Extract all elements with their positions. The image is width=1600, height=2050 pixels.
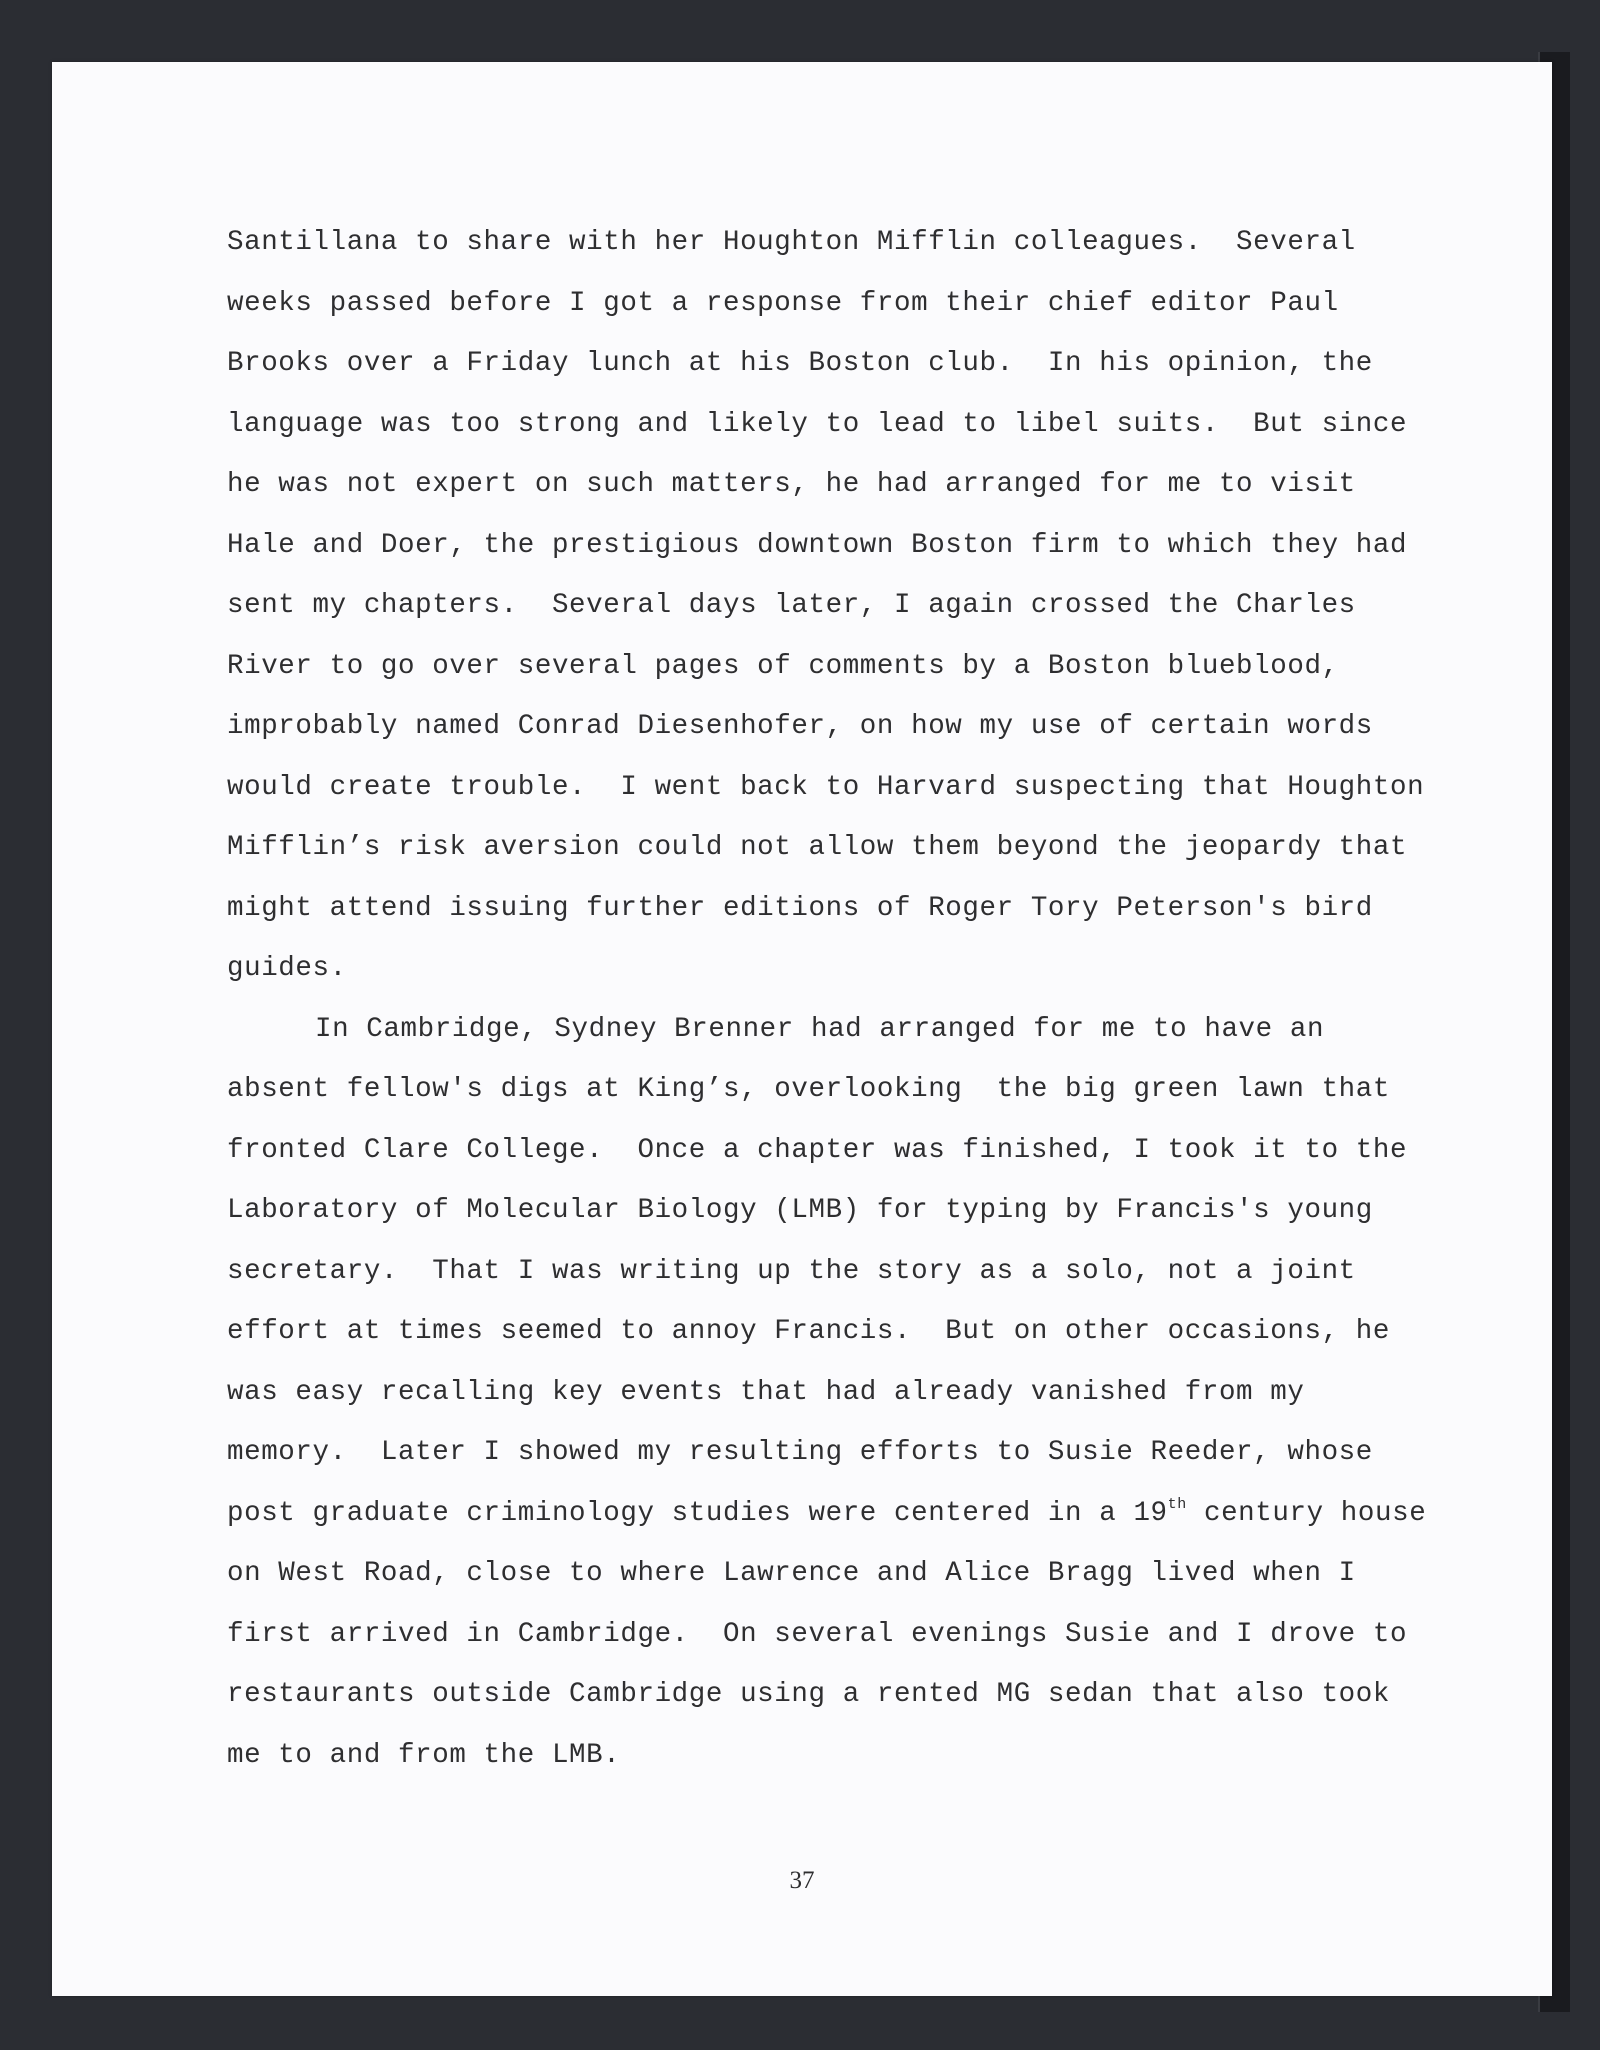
text-line: Mifflin’s risk aversion could not allow them beyond the jeopardy that: [227, 832, 1408, 863]
text-line: me to and from the LMB.: [227, 1739, 621, 1771]
text-line: fronted Clare College. Once a chapter was finished, I took it to the: [227, 1134, 1408, 1166]
text-line: might attend issuing further editions of Roger Tory Peterson's bird: [227, 892, 1373, 924]
text-line: absent fellow's digs at King’s, overlooking the big green lawn that: [227, 1074, 1390, 1105]
text-segment: post graduate criminology studies were centered in a 19: [227, 1497, 1168, 1529]
paragraph-start-line: In Cambridge, Sydney Brenner had arranged for me to have an: [315, 1013, 1325, 1045]
ordinal-superscript: th: [1167, 1495, 1187, 1513]
text-line: language was too strong and likely to lead to libel suits. But since: [227, 408, 1408, 440]
text-line: improbably named Conrad Diesenhofer, on how my use of certain words: [227, 711, 1373, 742]
page-number: 37: [789, 1867, 815, 1894]
text-line: guides.: [227, 953, 347, 984]
text-line: Santillana to share with her Houghton Mifflin colleagues. Several: [227, 227, 1356, 258]
text-line: weeks passed before I got a response from their chief editor Paul: [227, 287, 1339, 319]
text-line-with-superscript: [227, 1495, 1427, 1530]
text-line: effort at times seemed to annoy Francis. But on other occasions, he: [227, 1316, 1390, 1347]
text-line: Hale and Doer, the prestigious downtown Boston firm to which they had: [227, 529, 1408, 561]
text-line: he was not expert on such matters, he had arranged for me to visit: [227, 469, 1356, 500]
manuscript-page: [52, 62, 1552, 1996]
text-line: Laboratory of Molecular Biology (LMB) for typing by Francis's young: [227, 1195, 1373, 1226]
text-line: memory. Later I showed my resulting efforts to Susie Reeder, whose: [227, 1437, 1373, 1468]
text-line: restaurants outside Cambridge using a rented MG sedan that also took: [227, 1679, 1390, 1710]
text-line: on West Road, close to where Lawrence and Alice Bragg lived when I: [227, 1558, 1356, 1589]
text-line: sent my chapters. Several days later, I again crossed the Charles: [227, 590, 1356, 621]
text-line: River to go over several pages of comments by a Boston blueblood,: [227, 650, 1339, 682]
text-line: Brooks over a Friday lunch at his Boston club. In his opinion, the: [227, 348, 1373, 379]
text-line: secretary. That I was writing up the story as a solo, not a joint: [227, 1255, 1356, 1287]
text-line: first arrived in Cambridge. On several evenings Susie and I drove to: [227, 1618, 1408, 1650]
text-segment: century house: [1186, 1497, 1427, 1529]
text-line: would create trouble. I went back to Harvard suspecting that Houghton: [227, 771, 1425, 803]
text-line: was easy recalling key events that had already vanished from my: [227, 1376, 1305, 1408]
